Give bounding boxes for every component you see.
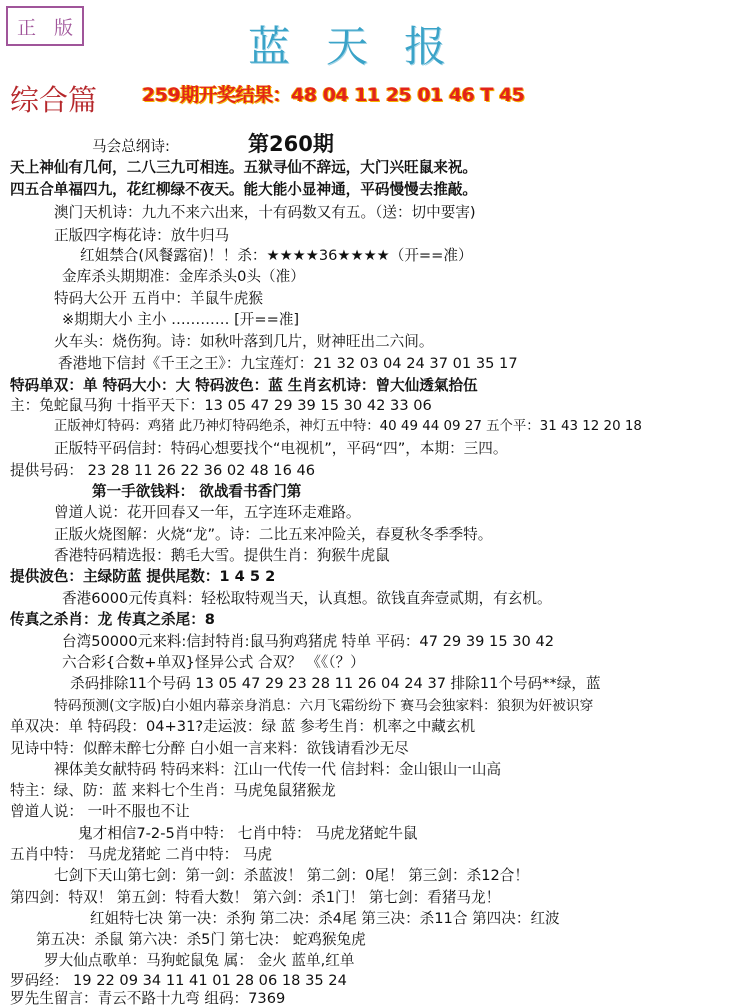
text-line: 第五决：杀鼠 第六决：杀5门 第七决： 蛇鸡猴兔虎	[36, 931, 366, 948]
text-line: 特码大公开 五肖中：羊鼠牛虎猴	[54, 290, 263, 307]
section-title: 综合篇	[10, 83, 98, 117]
text-line: 第一手欲钱料： 欲战看书香门第	[92, 483, 302, 500]
text-line: 见诗中特：似醉未醉七分醉 白小姐一言来料：欲钱请看沙无尽	[10, 740, 409, 757]
text-line: 六合彩{合数+单双}怪异公式 合双？ 《《（？）	[62, 654, 365, 671]
text-line: 四五合单福四九，花红柳绿不夜天。能大能小显神通，平码慢慢去推敲。	[10, 181, 478, 198]
text-line: 提供波色：主绿防蓝 提供尾数：1 4 5 2	[10, 568, 276, 585]
issue-number: 第260期	[248, 132, 334, 156]
text-line: 罗大仙点歌单：马狗蛇鼠兔 属： 金火 蓝单,红单	[44, 952, 355, 969]
stamp-char-2: 版	[53, 16, 73, 39]
text-line: 香港6000元传真料：轻松取特观当天，认真想。欲钱直奔壹贰期，有玄机。	[62, 590, 552, 607]
text-line: 正版火烧图解：火烧“龙”。诗：二比五来冲险关，春夏秋冬季季特。	[54, 526, 493, 543]
text-line: 正版神灯特码：鸡猪 此乃神灯特码绝杀，神灯五中特：40 49 44 09 27 五个平：31 43 12 20 18	[54, 419, 642, 434]
text-line: 正版四字梅花诗：放牛归马	[54, 227, 230, 244]
text-line: 单双决：单 特码段：04+31?走运波：绿 蓝 参考生肖：机率之中藏玄机	[10, 718, 476, 735]
text-line: 第四剑：特双！ 第五剑：特看大数！ 第六剑：杀1门！ 第七剑：看猪马龙！	[10, 889, 501, 906]
text-line: 曾道人说： 一叶不服也不让	[10, 803, 190, 820]
text-line: 裸体美女献特码 特码来料：江山一代传一代 信封料：金山银山一山高	[54, 761, 502, 778]
stamp-char-1: 正	[16, 16, 36, 39]
text-line: 火车头：烧伤狗。诗：如秋叶落到几片，财神旺出二六间。	[54, 333, 434, 350]
text-line: 七剑下天山第七剑：第一剑：杀蓝波！ 第二剑：0尾！ 第三剑：杀12合！	[54, 867, 529, 884]
text-line: 特码单双：单 特码大小：大 特码波色：蓝 生肖玄机诗：曾大仙透氣拾伍	[10, 377, 478, 394]
text-line: 主：兔蛇鼠马狗 十指平天下：13 05 47 29 39 15 30 42 33 06	[10, 397, 432, 414]
text-line: 澳门天机诗：九九不来六出来，十有码数又有五。（送：切中要害)	[54, 204, 476, 221]
text-line: 特码预测(文字版)白小姐内幕亲身消息：六月飞霜纷纷下 赛马会独家料：狼狈为奸被识穿	[54, 698, 594, 714]
text-line: 五肖中特： 马虎龙猪蛇 二肖中特： 马虎	[10, 846, 273, 863]
text-line: 鬼才相信7-2-5肖中特： 七肖中特： 马虎龙猪蛇牛鼠	[78, 825, 418, 842]
newspaper-title: 蓝天报	[247, 22, 482, 71]
text-line: ※期期大小 主小 ………… [开==准]	[62, 311, 300, 328]
previous-draw-result: 259期开奖结果：48 04 11 25 01 46 T 45	[142, 84, 525, 106]
text-line: 罗码经： 19 22 09 34 11 41 01 28 06 18 35 24	[10, 972, 347, 989]
text-line: 杀码排除11个号码 13 05 47 29 23 28 11 26 04 24 37 排除11个号码**绿，蓝	[70, 675, 601, 692]
text-line: 天上神仙有几何，二八三九可相连。五狱寻仙不辞远，大门兴旺鼠来祝。	[10, 159, 478, 176]
text-line: 特主：绿、防：蓝 来料七个生肖：马虎兔鼠猪猴龙	[10, 782, 336, 799]
text-line: 香港特码精选报：鹅毛大雪。提供生肖：狗猴牛虎鼠	[54, 547, 390, 564]
text-line: 提供号码： 23 28 11 26 22 36 02 48 16 46	[10, 462, 316, 479]
text-line: 香港地下信封《千王之王》：九宝莲灯：21 32 03 04 24 37 01 35 17	[58, 355, 518, 372]
text-line: 罗先生留言：青云不路十九弯 组码：7369	[10, 990, 286, 1007]
text-line: 正版特平码信封：特码心想要找个“电视机”，平码“四”，本期：三四。	[54, 440, 508, 457]
text-line: 金库杀头期期准：金库杀头0头（准）	[62, 268, 305, 285]
text-line: 台湾50000元来料:信封特肖:鼠马狗鸡猪虎 特单 平码：47 29 39 15 30 42	[62, 633, 555, 650]
text-line: 马会总纲诗:	[92, 138, 170, 155]
text-line: 红姐禁合(风餐露宿)！！杀：★★★★36★★★★（开==准）	[80, 247, 473, 264]
text-line: 曾道人说：花开回春又一年，五字连环走难路。	[54, 504, 361, 521]
text-line: 传真之杀肖：龙 传真之杀尾：8	[10, 611, 215, 628]
text-line: 红姐特七决 第一决：杀狗 第二决：杀4尾 第三决：杀11合 第四决：红波	[90, 910, 560, 927]
